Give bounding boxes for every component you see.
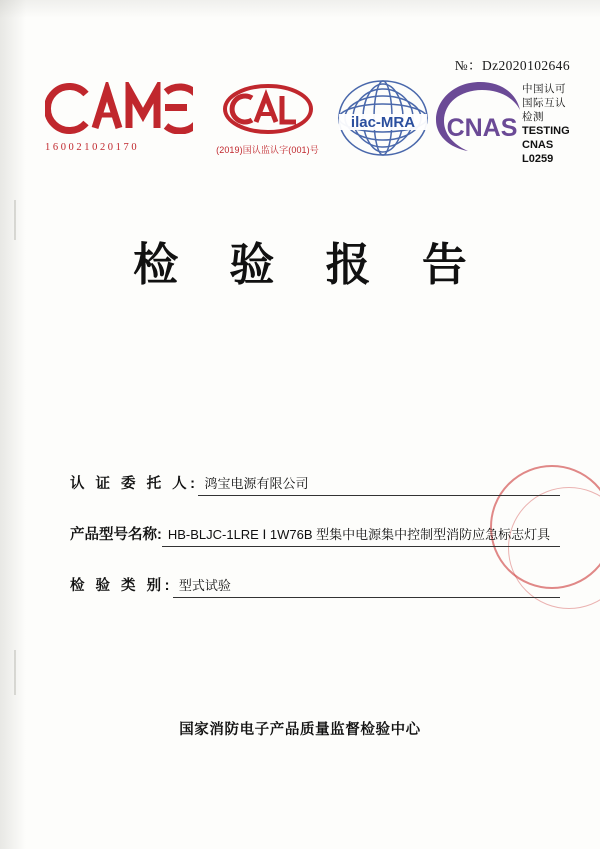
report-fields	[70, 470, 560, 623]
client-field-row	[70, 470, 560, 496]
product-model-field-row	[70, 521, 560, 547]
svg-text:ilac-MRA: ilac-MRA	[350, 114, 416, 131]
cal-mark-icon	[222, 84, 314, 134]
cnas-text-block	[522, 82, 572, 166]
cal-logo	[205, 84, 330, 156]
cnas-text-line5: CNAS L0259	[522, 139, 554, 165]
inspection-type-field-value: 型式试验	[173, 575, 560, 598]
inspection-type-field-row	[70, 572, 560, 598]
product-model-field-value: HB-BLJC-1LRE Ⅰ 1W76B 型集中电源集中控制型消防应急标志灯具	[162, 524, 560, 547]
client-field-value: 鸿宝电源有限公司	[198, 473, 560, 496]
issuing-authority: 国家消防电子产品质量监督检验中心	[179, 722, 421, 738]
ilac-mra-logo	[335, 78, 431, 164]
cma-code: 160021020170	[45, 142, 140, 153]
cnas-text-line3: 检测	[522, 111, 544, 123]
cnas-text-line4: TESTING	[522, 125, 570, 137]
scan-shadow-top	[0, 0, 600, 18]
client-field-label: 认 证 委 托 人:	[70, 476, 199, 492]
cma-logo	[45, 82, 195, 153]
cal-code: (2019)国认监认字(001)号	[216, 145, 319, 155]
svg-text:CNAS: CNAS	[446, 114, 518, 142]
page-title: 检 验 报 告	[133, 240, 487, 290]
cnas-logo	[430, 78, 530, 158]
scan-fold-mark-2	[14, 650, 16, 695]
cnas-text-line1: 中国认可	[522, 83, 566, 95]
cnas-text-line2: 国际互认	[522, 97, 566, 109]
product-model-field-label: 产品型号名称:	[70, 527, 162, 543]
inspection-type-field-label: 检 验 类 别:	[70, 578, 173, 594]
accreditation-logo-row	[45, 82, 572, 182]
report-number: №：Dz2020102646	[454, 58, 570, 73]
cma-mark-icon	[45, 82, 193, 134]
